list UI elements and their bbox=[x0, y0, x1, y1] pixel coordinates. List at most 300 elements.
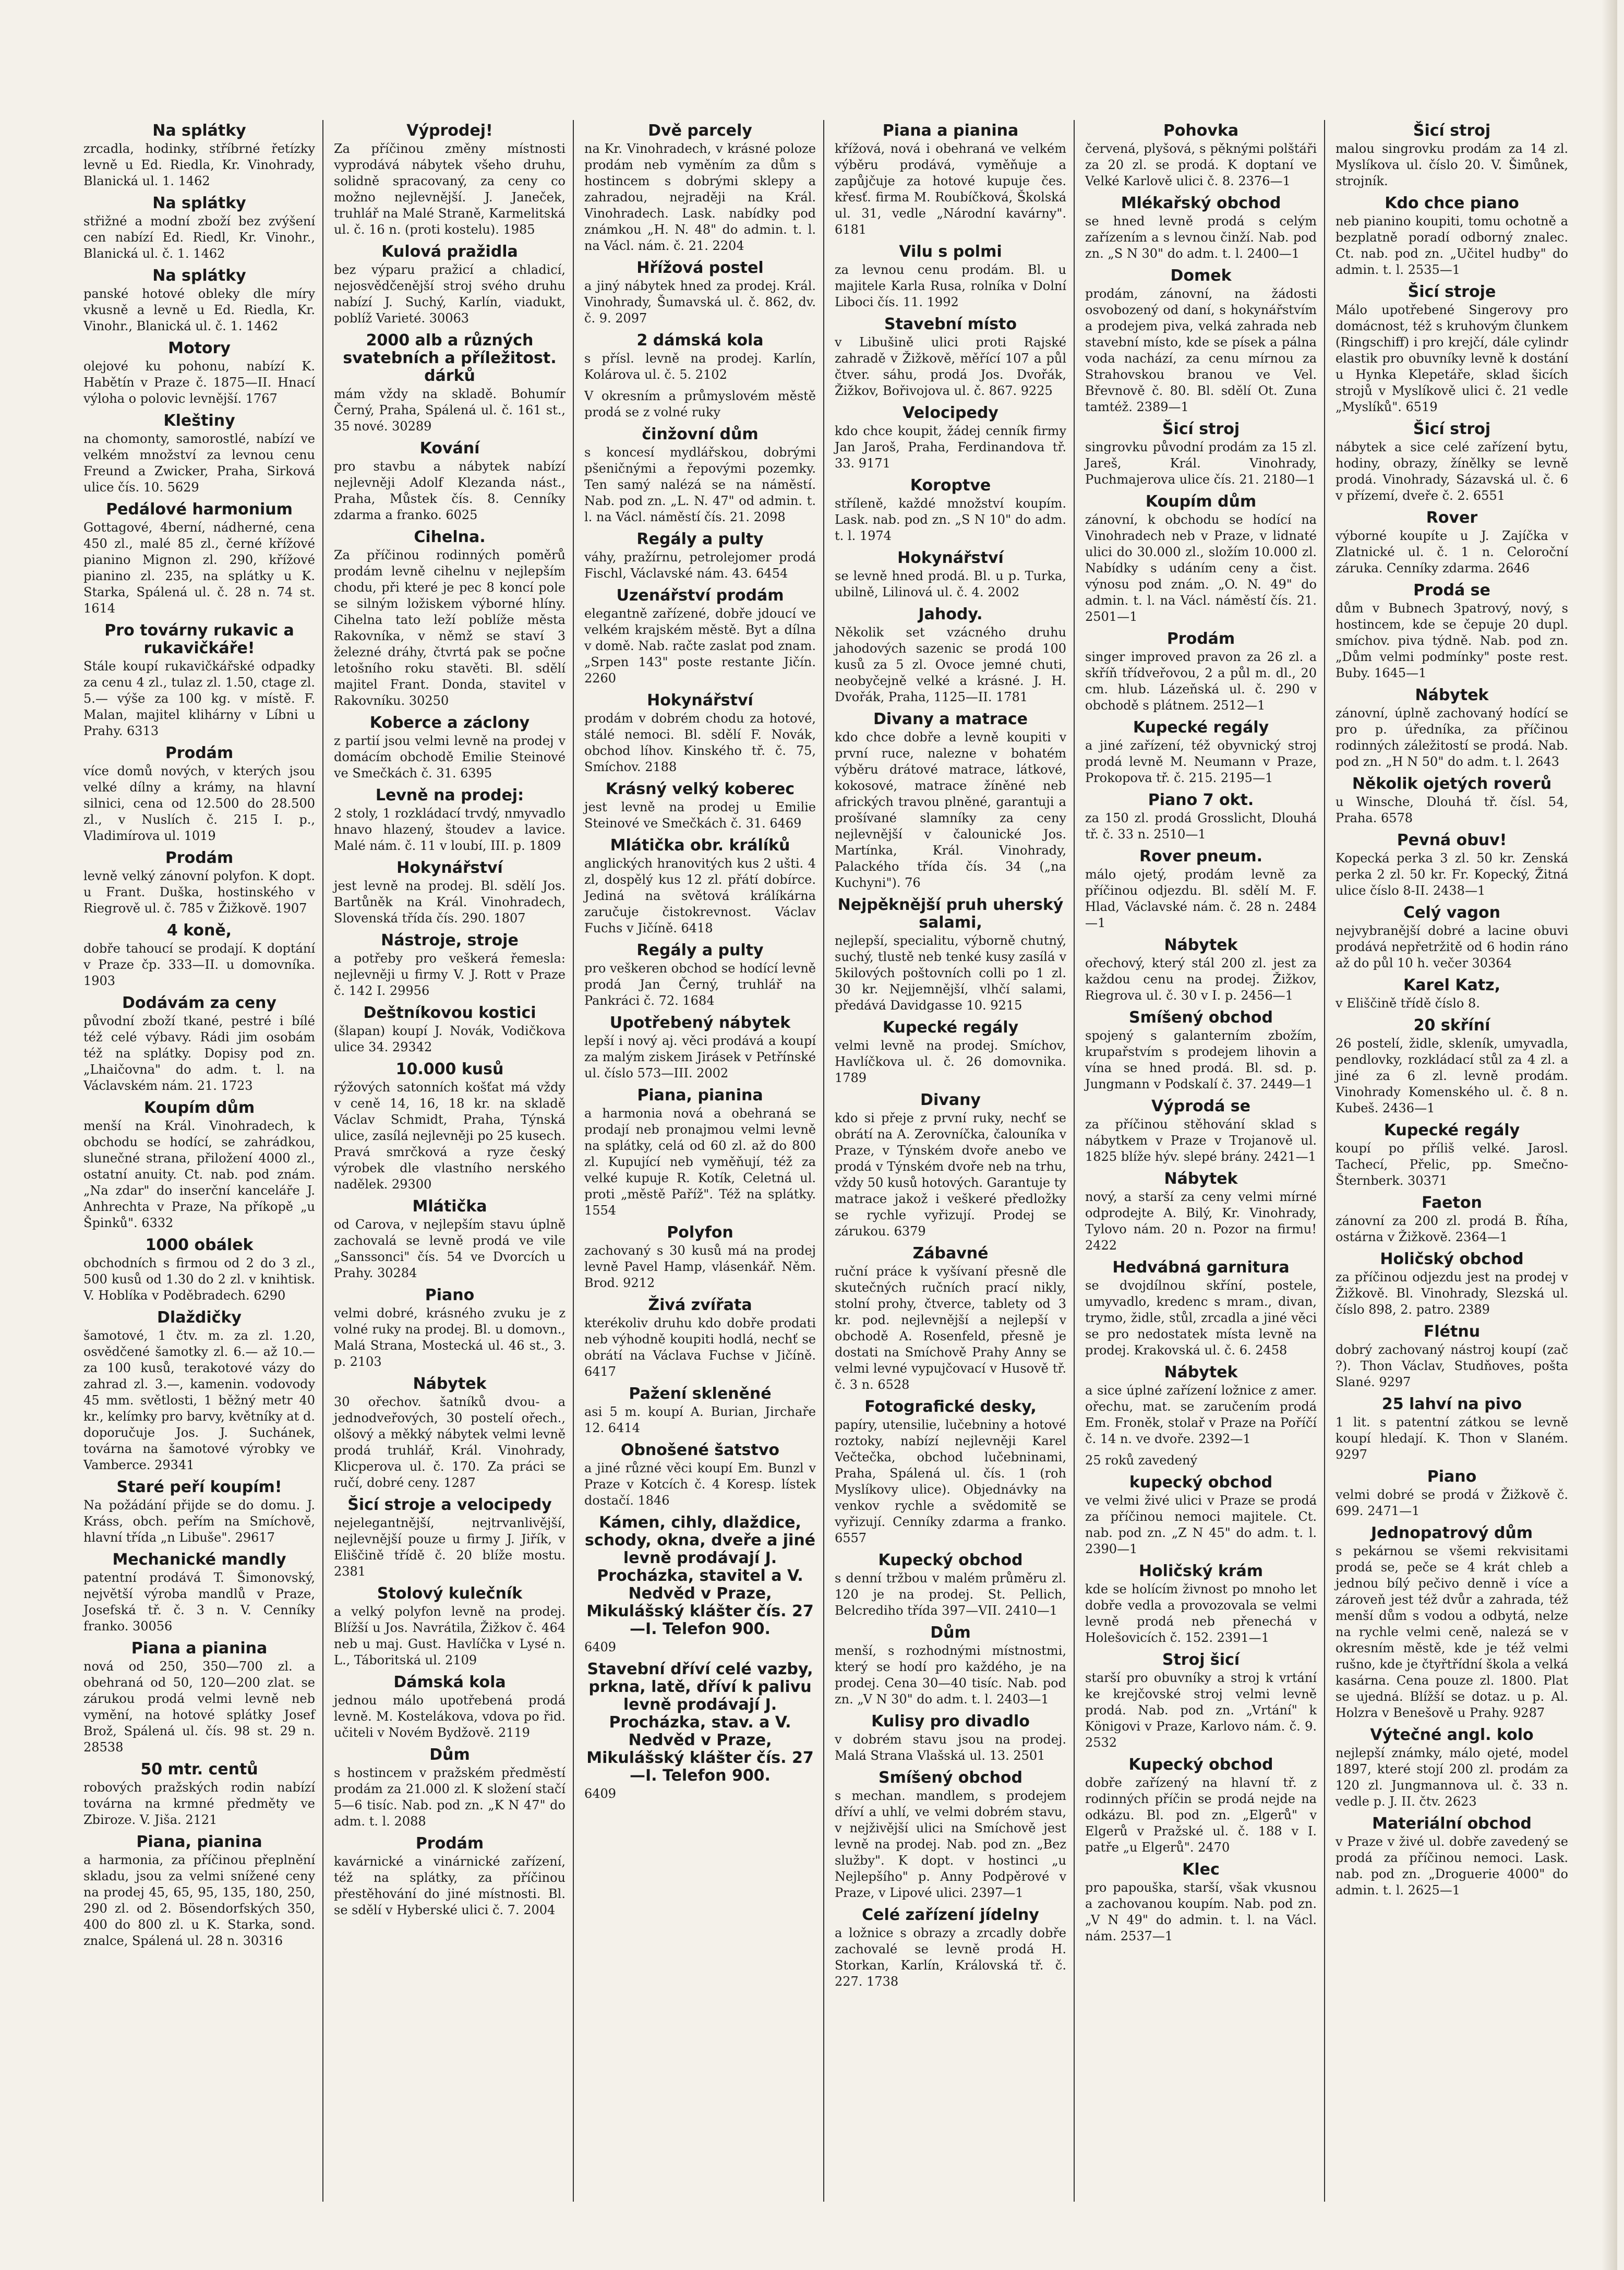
ad-heading: Piano bbox=[425, 1286, 475, 1304]
ad-heading: Nábytek bbox=[1415, 686, 1489, 704]
classified-ad bbox=[584, 1296, 816, 1380]
ad-text: Gottagové, 4berní, nádherné, cena 450 zl., malé 85 zl., černé křížové pianino Mignon zl. 290, křížové pianino zl. 235, na splátky u K. Starka, Spálená ul. č. 28 n. 74 st. 1614 bbox=[83, 520, 315, 616]
classified-ad bbox=[1085, 1452, 1317, 1469]
classified-ad bbox=[334, 1496, 566, 1580]
ad-text: neb pianino koupiti, tomu ochotně a bezplatně poradí odborný znalec. Ct. nab. pod zn. „Učitel hudby" do admin. t. l. 2535—1 bbox=[1336, 214, 1568, 277]
ad-text: asi 5 m. koupí A. Burian, Jirchaře 12. 6414 bbox=[584, 1404, 816, 1435]
ad-heading: Šicí stroj bbox=[1162, 420, 1240, 438]
classified-ad bbox=[835, 1713, 1066, 1764]
classified-ad bbox=[1085, 719, 1317, 786]
ad-heading: Piana a pianina bbox=[131, 1639, 268, 1658]
ad-heading: Výprodá se bbox=[1151, 1097, 1251, 1115]
ad-heading: Mlékařský obchod bbox=[1121, 194, 1281, 212]
classified-ad bbox=[334, 1585, 566, 1668]
ad-text: elegantně zařízené, dobře jdoucí ve velkém krajském městě. Byt a dílna v domě. Nab. račte zaslat pod znam. „Srpen 143" poste restante Jičín. 2260 bbox=[584, 606, 816, 686]
classified-ad bbox=[835, 243, 1066, 310]
ad-heading: Výtečné angl. kolo bbox=[1370, 1726, 1534, 1744]
column-2 bbox=[329, 120, 574, 2202]
ad-text: a ložnice s obrazy a zrcadly dobře zachovalé se levně prodá H. Storkan, Karlín, Královská tř. č. 227. 1738 bbox=[835, 1926, 1066, 1989]
ad-text: zánovní, úplně zachovaný hodící se pro p. úředníka, za příčinou rodinných záležitostí se prodá. Nab. pod zn. „H N 50" do adm. t. l. 2643 bbox=[1336, 706, 1568, 769]
ad-heading: Kupecký obchod bbox=[878, 1551, 1023, 1569]
ad-text: a jiné různé věci koupí Em. Bunzl v Praze v Kotcích č. 4 Koresp. lístek dostačí. 1846 bbox=[584, 1461, 816, 1508]
ad-heading: Stavební dříví celé vazby, prkna, latě, dříví k palivu levně prodávají J. Procházka, stav. a V. Nedvěd v Praze, Mikulášský klášter čís. 27—I. Telefon 900. bbox=[586, 1660, 814, 1785]
ad-text: zrcadla, hodinky, stříbrné řetízky levně u Ed. Riedla, Kr. Vinohrady, Blanická ul. 1. 1462 bbox=[83, 141, 315, 188]
ad-heading: Dům bbox=[429, 1746, 470, 1764]
classified-ad bbox=[334, 332, 566, 435]
ad-text: a jiné zařízení, též obyvnický stroj prodá levně M. Neumann v Praze, Prokopova tř. č. 215. 2195—1 bbox=[1085, 738, 1317, 785]
ad-text: (šlapan) koupí J. Novák, Vodičkova ulice 34. 29342 bbox=[334, 1024, 566, 1054]
ad-text: 1 lit. s patentní zátkou se levně koupí hledají. K. Thon v Slaném. 9297 bbox=[1336, 1415, 1568, 1462]
classified-ad bbox=[835, 1552, 1066, 1619]
classified-ad bbox=[83, 340, 315, 407]
ad-text: v dobrém stavu jsou na prodej. Malá Strana Vlašská ul. 13. 2501 bbox=[835, 1732, 1066, 1763]
ad-heading: Mlátička bbox=[412, 1197, 487, 1216]
classified-ad bbox=[83, 501, 315, 617]
ad-text: zachovaný s 30 kusů má na prodej levně Pavel Hamp, vlásenkář. Něm. Brod. 9212 bbox=[584, 1243, 816, 1290]
classified-ad bbox=[334, 1061, 566, 1193]
classified-ad bbox=[1336, 1323, 1568, 1390]
classified-ad bbox=[835, 122, 1066, 238]
classified-ad bbox=[83, 922, 315, 989]
ad-text: za příčinou stěhování sklad s nábytkem v Praze v Trojanově ul. 1825 blíže hýv. slepé brány. 2421—1 bbox=[1085, 1117, 1317, 1164]
ad-text: a jiný nábytek hned za prodej. Král. Vinohrady, Šumavská ul. č. 862, dv. č. 9. 2097 bbox=[584, 279, 816, 326]
ad-text: málo ojetý, prodám levně za příčinou odjezdu. Bl. sdělí M. F. Hlad, Václavské nám. č. 28 n. 2484—1 bbox=[1085, 867, 1317, 930]
classified-ad bbox=[83, 1236, 315, 1304]
ad-text: v Praze v živé ul. dobře zavedený se prodá za příčinou nemoci. Lask. nab. pod zn. „Droguerie 4000" do admin. t. l. 2625—1 bbox=[1336, 1834, 1568, 1897]
ad-heading: Pohovka bbox=[1163, 122, 1239, 140]
classified-ad bbox=[83, 195, 315, 262]
ad-heading: Na splátky bbox=[152, 122, 246, 140]
classified-ad bbox=[584, 1014, 816, 1082]
classified-ad bbox=[835, 1624, 1066, 1708]
ad-heading: Divany a matrace bbox=[873, 710, 1028, 728]
classified-ad bbox=[1085, 1009, 1317, 1092]
ad-heading: Polyfon bbox=[667, 1223, 733, 1242]
ad-heading: Piana a pianina bbox=[882, 122, 1019, 140]
ad-text: dobrý zachovaný nástroj koupí (zač ?). Thon Václav, Studňoves, pošta Slané. 9297 bbox=[1336, 1342, 1568, 1389]
classified-ad bbox=[1085, 421, 1317, 488]
ad-text: anglických hranovitých kus 2 ušti. 4 zl, dospělý kus 12 zl. přátí dobírce. Jediná na světová králíkárna zaručuje čistokrevnost. Václav Fuchs v Jičíně. 6418 bbox=[584, 856, 816, 935]
ad-text: starší pro obuvníky a stroj k vrtání ke krejčovské stroj velmi levně prodá. Nab. pod zn. „Vrtání" k Königovi v Praze, Karlovo nám. č. 9. 2532 bbox=[1085, 1671, 1317, 1750]
ad-text: singrovku původní prodám za 15 zl. Jareš, Král. Vinohrady, Puchmajerova ulice čís. 21. 2180—1 bbox=[1085, 440, 1317, 487]
ad-heading: Kleštiny bbox=[163, 412, 235, 430]
ad-heading: Holičský obchod bbox=[1380, 1250, 1524, 1268]
ad-text: prodám v dobrém chodu za hotové, stálé nemoci. Bl. sdělí F. Novák, obchod líhov. Kinského tř. č. 75, Smíchov. 2188 bbox=[584, 711, 816, 774]
ad-text: panské hotové obleky dle míry vkusně a levně u Ed. Riedla, Kr. Vinohr., Blanická ul. č. 1. 1462 bbox=[83, 286, 315, 333]
ad-heading: Jahody. bbox=[918, 605, 983, 623]
ad-heading: Prodám bbox=[1166, 630, 1235, 648]
ad-text: kterékoliv druhu kdo dobře prodati neb výhodně koupiti hodlá, nechť se obrátí na Václava Fuchse v Jičíně. 6417 bbox=[584, 1316, 816, 1379]
ad-heading: Pro továrny rukavic a rukavičkáře! bbox=[104, 621, 294, 657]
ad-text: za příčinou odjezdu jest na prodej v Žižkově. Bl. Vinohrady, Slezská ul. číslo 898, 2. patro. 2389 bbox=[1336, 1270, 1568, 1317]
ad-text: 25 roků zavedený bbox=[1085, 1453, 1198, 1468]
classified-ad bbox=[835, 1769, 1066, 1901]
ad-text: nejelegantnější, nejtrvanlivější, nejlevnější pouze u firmy J. Jiřík, v Eliščině třídě č. 20 blíže mostu. 2381 bbox=[334, 1516, 566, 1579]
ad-heading: Karel Katz, bbox=[1403, 976, 1501, 994]
ad-heading: Piana, pianina bbox=[637, 1086, 763, 1104]
classified-ad bbox=[1336, 977, 1568, 1012]
ad-heading: Prodám bbox=[415, 1834, 484, 1853]
ad-text: a velký polyfon levně na prodej. Blížší u Jos. Navrátila, Žižkov č. 464 neb u maj. Gust. Havlíčka v Lysé n. L., Táboritská ul. 2109 bbox=[334, 1604, 566, 1667]
ad-heading: Smíšený obchod bbox=[878, 1769, 1023, 1787]
classified-ad bbox=[1085, 1364, 1317, 1447]
ad-heading: Uzenářství prodám bbox=[616, 586, 784, 605]
classified-ad bbox=[1336, 1017, 1568, 1116]
classified-ad bbox=[584, 332, 816, 383]
ad-text: v Eliščině třídě číslo 8. bbox=[1336, 996, 1480, 1011]
classified-ad bbox=[1085, 1651, 1317, 1751]
classified-ad bbox=[584, 1385, 816, 1436]
ad-text: na Kr. Vinohradech, v krásné poloze prodám neb vyměním za dům s hostincem s dobrými sklepy a zahradou, nejraději na Král. Vinohradech. Lask. nabídky pod známkou „H. N. 48" do admin. t. l. na Václ. nám. č. 21. 2204 bbox=[584, 141, 816, 253]
classified-ad bbox=[1336, 509, 1568, 576]
classified-ad bbox=[334, 1674, 566, 1741]
ad-text: pro veškeren obchod se hodící levně prodá Jan Černý, truhlář na Pankráci č. 72. 1684 bbox=[584, 961, 816, 1008]
classified-ad bbox=[83, 267, 315, 334]
classified-ad bbox=[1336, 1524, 1568, 1721]
ad-heading: Dámská kola bbox=[393, 1673, 506, 1691]
ad-text: ruční práce k vyšívaní přesně dle skutečných ručních prací nikly, stolní prohy, čtverce, tablety od 3 kr. pod. nejlevnější a nejlepší v obchodě A. Rosenfeld, přesně je dostati na Smíchově Prahy Anny se velmi levné vypujčovací v Husově tř. č. 3 n. 6528 bbox=[835, 1264, 1066, 1392]
ad-heading: činžovní dům bbox=[642, 425, 759, 443]
ad-heading: Hokynářství bbox=[647, 691, 753, 710]
column-3 bbox=[579, 120, 824, 2202]
ad-heading: Regály a pulty bbox=[636, 941, 764, 959]
ad-heading: Hokynářství bbox=[396, 859, 503, 877]
classified-ad bbox=[584, 837, 816, 936]
classified-ad bbox=[334, 1746, 566, 1830]
ad-heading: Motory bbox=[168, 339, 231, 357]
classified-ad bbox=[835, 711, 1066, 891]
classified-ad bbox=[1336, 904, 1568, 971]
ad-heading: Koberce a záclony bbox=[369, 714, 530, 732]
ad-text: s denní tržbou v malém průměru zl. 120 je na prodej. St. Pellich, Belcrediho třída 397—VII. 2410—1 bbox=[835, 1571, 1066, 1618]
classified-ad bbox=[334, 1004, 566, 1055]
ad-text: křížová, nová i obehraná ve velkém výběru prodává, vyměňuje a zapůjčuje za hotové kupuje čes. křesť. firma M. Roubíčková, Školská ul. 31, vedle „Národní kavárny". 6181 bbox=[835, 141, 1066, 237]
ad-text: patentní prodává T. Šimonovský, největší výroba mandlů v Praze, Josefská tř. č. 3 n. V. Cenníky franko. 30056 bbox=[83, 1570, 315, 1634]
ad-text: kdo chce koupit, žádej cenník firmy Jan Jaroš, Praha, Ferdinandova tř. 33. 9171 bbox=[835, 424, 1066, 471]
classified-ad bbox=[835, 1906, 1066, 1990]
classified-ad bbox=[1085, 1098, 1317, 1165]
ad-heading: Mechanické mandly bbox=[112, 1551, 286, 1569]
ad-text: 6409 bbox=[584, 1786, 617, 1801]
ad-heading: Rover bbox=[1426, 509, 1478, 527]
ad-text: kde se holícím živnost po mnoho let dobře vedla a provozovala se velmi levně prodá neb přenechá v Holešovicích č. 152. 2391—1 bbox=[1085, 1582, 1317, 1645]
classified-ad bbox=[1336, 122, 1568, 189]
classified-ad bbox=[83, 1833, 315, 1949]
classified-ad bbox=[584, 388, 816, 421]
classified-ad bbox=[584, 780, 816, 832]
ad-text: nová od 250, 350—700 zl. a obehraná od 50, 120—200 zlat. se zárukou prodá velmi levně neb vymění, na hotové splátky Josef Brož, Spálená ul. čís. 98 st. 29 n. 28538 bbox=[83, 1659, 315, 1755]
classified-ad bbox=[1085, 122, 1317, 189]
classified-ad bbox=[83, 622, 315, 739]
ad-heading: Mlátička obr. králíků bbox=[610, 836, 790, 855]
ad-heading: Šicí stroje a velocipedy bbox=[347, 1496, 552, 1514]
ad-text: s mechan. mandlem, s prodejem dříví a uhlí, ve velmi dobrém stavu, v nejživější ulici na Smíchově jest levně na prodej. Nab. pod zn. „Bez služby". K dopt. v hostinci „u Nejlepšího" p. Anny Podpěrové v Praze, v Lipové ulici. 2397—1 bbox=[835, 1788, 1066, 1900]
classified-ad bbox=[1336, 582, 1568, 681]
classified-ad bbox=[584, 942, 816, 1009]
ad-text: nábytek a sice celé zařízení bytu, hodiny, obrazy, žínělky se levně prodá. Vinohrady, Sázavská ul. č. 6 v přízemí, dveře č. 2. 6551 bbox=[1336, 440, 1568, 503]
ad-heading: Flétnu bbox=[1423, 1323, 1481, 1341]
classified-ad bbox=[584, 426, 816, 525]
ad-heading: Kupecký obchod bbox=[1128, 1756, 1273, 1774]
ad-text: 2 stoly, 1 rozkládací trvdý, nmyvadlo hnavo hlazený, štoudev a lavice. Malé nám. č. 11 v loubí, III. p. 1809 bbox=[334, 806, 566, 853]
classified-ad bbox=[1085, 791, 1317, 843]
ad-text: singer improved pravon za 26 zl. a skříň třídveřovou, 2 a půl m. dl., 20 cm. hlub. Lázeňská ul. č. 290 v obchodě s plátnem. 2512—1 bbox=[1085, 650, 1317, 713]
ad-text: kdo chce dobře a levně koupiti v první ruce, nalezne v bohatém výběru drátové matrace, látkové, kokosové, matrace žíněné neb afrických travou plněné, garantuji a prošívané slamníky za ceny nejlevnější v čalounické Jos. Martínka, Král. Vinohrady, Palackého třída čís. 34 („na Kuchyni"). 76 bbox=[835, 730, 1066, 890]
ad-text: velmi dobré, krásného zvuku je z volné ruky na prodej. Bl. u domovn., Malá Strana, Mostecká ul. 46 st., 3. p. 2103 bbox=[334, 1306, 566, 1369]
ad-heading: Vilu s polmi bbox=[899, 243, 1002, 261]
classified-ad bbox=[83, 1551, 315, 1635]
ad-text: olejové ku pohonu, nabízí K. Habětín v Praze č. 1875—II. Hnací výloha o polovic levnější. 1767 bbox=[83, 359, 315, 406]
ad-heading: Celý vagon bbox=[1403, 904, 1500, 922]
classified-ad bbox=[334, 243, 566, 327]
ad-heading: 2000 alb a různých svatebních a příležitost. dárků bbox=[343, 331, 557, 385]
column-5 bbox=[1080, 120, 1325, 2202]
ad-text: výborné koupíte u J. Zajíčka v Zlatnické ul. č. 1 n. Celoroční záruka. Cenníky zdarma. 2646 bbox=[1336, 529, 1568, 575]
ad-heading: Upotřebený nábytek bbox=[609, 1014, 791, 1032]
ad-heading: Prodám bbox=[165, 744, 234, 762]
ad-heading: Prodá se bbox=[1413, 581, 1490, 599]
ad-heading: Živá zvířata bbox=[648, 1296, 752, 1314]
classified-ad bbox=[334, 787, 566, 854]
classified-ad bbox=[1085, 630, 1317, 714]
ad-heading: Smíšený obchod bbox=[1128, 1008, 1273, 1027]
classified-ad bbox=[1336, 1194, 1568, 1245]
classified-ad bbox=[1085, 195, 1317, 262]
ad-heading: Na splátky bbox=[152, 194, 246, 212]
ad-text: nejvybranější dobré a lacine obuvi prodává nepřetržitě od 6 hodin ráno až do půl 10 h. večer 30364 bbox=[1336, 923, 1568, 970]
ad-heading: Nábytek bbox=[1164, 936, 1238, 954]
ad-text: s koncesí mydlářskou, dobrými pšeničnými a řepovými pozemky. Ten samý nalézá se na náměstí. Nab. pod zn. „L. N. 47" od admin. t. l. na Václ. náměstí čís. 21. 2098 bbox=[584, 445, 816, 524]
classified-ad bbox=[334, 1835, 566, 1918]
ad-text: se hned levně prodá s celým zařízením a s levnou činží. Nab. pod zn. „S N 30" do adm. t. l. 2400—1 bbox=[1085, 214, 1317, 261]
classified-ad bbox=[1085, 1259, 1317, 1359]
ad-text: více domů nových, v kterých jsou velké dílny a krámy, na hlavní silnici, cena od 12.500 do 28.500 zl., v Nuslích č. 215 I. p., Vladimírova ul. 1019 bbox=[83, 764, 315, 843]
ad-heading: 20 skříní bbox=[1413, 1016, 1490, 1035]
ad-text: za levnou cenu prodám. Bl. u majitele Karla Rusa, rolníka v Dolní Liboci čís. 11. 1992 bbox=[835, 262, 1066, 309]
ad-text: jest levně na prodej u Emilie Steinové ve Smečkách č. 31. 6469 bbox=[584, 800, 816, 831]
classified-ad bbox=[83, 1309, 315, 1473]
ad-heading: Piano 7 okt. bbox=[1148, 791, 1254, 809]
classified-ad bbox=[83, 412, 315, 496]
classified-ad bbox=[83, 122, 315, 189]
ad-heading: Jednopatrový dům bbox=[1370, 1524, 1533, 1542]
ad-text: rýžových satonních košťat má vždy v ceně 14, 16, 18 kr. na skladě Václav Schmidt, Praha, Týnská ulice, zasílá nejlevněji po 25 kusech. Pravá smrčková a ryze český výrobek dle vlastního nerského nadělek. 29300 bbox=[334, 1080, 566, 1192]
classified-ad bbox=[1336, 1726, 1568, 1810]
page-edge-shadow bbox=[1602, 0, 1617, 2270]
ad-text: a harmonia nová a obehraná se prodají neb pronajmou velmi levně na splátky, celá od 60 zl. až do 800 zl. Kupující neb vyměňují, též za velké kupuje R. Kotík, Celetná ul. proti „městě Paříž". Též na splátky. 1554 bbox=[584, 1106, 816, 1218]
ad-heading: Koupím dům bbox=[1145, 493, 1257, 511]
ad-heading: Celé zařízení jídelny bbox=[862, 1906, 1039, 1924]
classified-ad bbox=[584, 531, 816, 582]
ad-heading: 4 koně, bbox=[166, 921, 232, 940]
classified-ad bbox=[584, 1661, 816, 1802]
ad-heading: Prodám bbox=[165, 849, 234, 867]
ad-heading: Zábavné bbox=[912, 1244, 989, 1263]
classified-ad bbox=[1085, 267, 1317, 415]
ad-heading: Deštníkovou kostici bbox=[363, 1004, 536, 1022]
ad-heading: Pažení skleněné bbox=[629, 1385, 772, 1403]
classified-ad bbox=[1336, 1122, 1568, 1189]
ad-heading: Klec bbox=[1182, 1860, 1220, 1879]
ad-text: kavárnické a vinárnické zařízení, též na splátky, za příčinou přestěhování do jiné místnosti. Bl. se sdělí v Hyberské ulici č. 7. 2004 bbox=[334, 1854, 566, 1917]
ad-heading: Šicí stroj bbox=[1413, 420, 1491, 438]
classified-ad bbox=[835, 1091, 1066, 1240]
ad-text: šamotové, 1 čtv. m. za zl. 1.20, osvědčené šamotky zl. 6.— až 10.— za 100 kusů, terakotové vázy do zahrad zl. 3.—, kamenin. vodovody 45 mm. světlosti, 1 běžný metr 40 kr., kelímky pro barvy, květníky at d. doporučuje Jos. J. Suchánek, továrna na šamotové výrobky ve Vamberce. 29341 bbox=[83, 1328, 315, 1472]
classified-ad bbox=[835, 1398, 1066, 1546]
ad-text: Za příčinou změny místnosti vyprodává nábytek všeho druhu, solidně spracovaný, za ceny co možno nejlevnější. J. Janeček, truhlář na Malé Straně, Karmelitská ul. č. 16 n. (proti kostelu). 1985 bbox=[334, 141, 566, 237]
ad-heading: Holičský krám bbox=[1138, 1562, 1264, 1580]
ad-text: na chomonty, samorostlé, nabízí ve velkém množství za levnou cenu Freund a Zwicker, Praha, Sirková ulice čís. 10. 5629 bbox=[83, 431, 315, 495]
ad-text: 30 ořechov. šatníků dvou- a jednodveřových, 30 postelí ořech., olšový a měkký nábytek velmi levně prodá truhlář, Král. Vinohrady, Klicperova ul. č. 170. Za práci se ručí, dobré ceny. 1287 bbox=[334, 1395, 566, 1490]
ad-text: s pekárnou se všemi rekvisitami prodá se, peče se 4 krát chleb a jednou bílý pečivo denně i více a zároveň jest též dvůr a zahrada, též menší dům s vodou a odbytá, nelze na rychle velmi ceně, nalezá se v okresním městě, kde je též velmi rušno, kde je čtyřtřídní škola a velká kasárna. Cena pouze zl. 1800. Plat se ujedná. Blížší se dotaz. u p. Al. Holzra v Benešově u Prahy. 9287 bbox=[1336, 1544, 1568, 1720]
ad-text: levně velký zánovní polyfon. K dopt. u Frant. Duška, hostinského v Riegrově ul. č. 785 v Žižkově. 1907 bbox=[83, 869, 315, 916]
classified-ad bbox=[334, 1198, 566, 1281]
ad-heading: Divany bbox=[920, 1091, 981, 1109]
ad-text: koupí po příliš velké. Jarosl. Tachecí, Přelic, pp. Smečno-Šternberk. 30371 bbox=[1336, 1141, 1568, 1188]
classified-ad bbox=[1336, 687, 1568, 770]
classified-ad bbox=[584, 692, 816, 775]
ad-text: a harmonia, za příčinou přeplnění skladu, jsou za velmi snížené ceny na prodej 45, 65, 95, 135, 180, 250, 290 zl. od 2. Bösendorfských 350, 400 do 800 zl. u K. Starka, sond. znalce, Spálená ul. 28 n. 30316 bbox=[83, 1853, 315, 1948]
classified-ad bbox=[1336, 1815, 1568, 1899]
ad-text: Na požádání přijde se do domu. J. Kráss, obch. peřím na Smíchově, hlavní třída „n Libuše". 29617 bbox=[83, 1498, 315, 1545]
ad-heading: Regály a pulty bbox=[636, 530, 764, 548]
ad-heading: Faeton bbox=[1422, 1194, 1482, 1212]
newspaper-classifieds-page bbox=[78, 120, 1575, 2202]
ad-heading: Kulová pražidla bbox=[381, 243, 518, 261]
ad-text: z partií jsou velmi levně na prodej v domácím obchodě Emilie Steinové ve Smečkách č. 31. 6395 bbox=[334, 734, 566, 780]
ad-heading: Kupecké regály bbox=[1384, 1121, 1520, 1139]
ad-heading: Materiální obchod bbox=[1372, 1815, 1532, 1833]
classified-ad bbox=[1085, 493, 1317, 625]
ad-text: Stále koupí rukavičkářské odpadky za cenu 4 zl., tulaz zl. 1.50, ctage zl. 5.— výše za 100 kg. v místě. F. Malan, majitel klihárny v Líbni u Prahy. 6313 bbox=[83, 659, 315, 738]
ad-text: se dvojdílnou skříní, postele, umyvadlo, kredenc s mram., divan, trymo, židle, stůl, zrcadla a jiné věci se pro nedostatek místa levně na prodej. Krakovská ul. č. 6. 2458 bbox=[1085, 1278, 1317, 1358]
ad-heading: Velocipedy bbox=[903, 404, 999, 422]
ad-text: malou singrovku prodám za 14 zl. Myslíkova ul. číslo 20. V. Šimůnek, strojník. bbox=[1336, 141, 1568, 188]
classified-ad bbox=[835, 1245, 1066, 1393]
classified-ad bbox=[334, 859, 566, 927]
ad-text: červená, plyšová, s pěknými polštáři za 20 zl. se prodá. K doptaní ve Velké Karlově ulici č. 8. 2376—1 bbox=[1085, 141, 1317, 188]
classified-ad bbox=[334, 1375, 566, 1491]
classified-ad bbox=[1336, 1251, 1568, 1318]
column-4 bbox=[829, 120, 1075, 2202]
ad-text: nejlepší známky, málo ojeté, model 1897, které stojí 200 zl. prodám za 120 zl. Jungmannova ul. č. 33 n. vedle p. J. II. čtv. 2623 bbox=[1336, 1746, 1568, 1809]
ad-text: 26 postelí, židle, skleník, umyvadla, pendlovky, rozkládací stůl za 4 zl. a jiné za 6 zl. levně prodám. Vinohrady Komenského ul. č. 8 n. Kubeš. 2436—1 bbox=[1336, 1036, 1568, 1115]
ad-text: papíry, utensilie, lučebniny a hotové roztoky, nabízí nejlevněji Karel Večtečka, obchod lučebninami, Praha, Spálená ul. čís. 1 (roh Myslíkovy ulice). Objednávky na venkov rychle a svědomitě se vyřizují. Cenníky zdarma a franko. 6557 bbox=[835, 1418, 1066, 1545]
ad-heading: Kámen, cihly, dlaždice, schody, okna, dveře a jiné levně prodávají J. Procházka, stavitel a V. Nedvěd v Praze, Mikulášský klášter čís. 27—I. Telefon 900. bbox=[584, 1514, 816, 1638]
ad-heading: Stolový kulečník bbox=[377, 1584, 523, 1603]
ad-text: za 150 zl. prodá Grosslicht, Dlouhá tř. č. 33 n. 2510—1 bbox=[1085, 811, 1317, 842]
ad-text: pro stavbu a nábytek nabízí nejlevněji Adolf Klezanda nást., Praha, Můstek čís. 8. Cenníky zdarma a franko. 6025 bbox=[334, 459, 566, 522]
ad-text: zánovní, k obchodu se hodící na Vinohradech neb v Praze, v lidnaté ulici do 30.000 zl., složím 10.000 zl. Nabídky s udáním ceny a čist. výnosu pod znám. „O. N. 49" do admin. t. l. na Václ. náměstí čís. 21. 2501—1 bbox=[1085, 512, 1317, 624]
ad-text: mám vždy na skladě. Bohumír Černý, Praha, Spálená ul. č. 161 st., 35 nové. 30289 bbox=[334, 387, 566, 434]
ad-heading: Rover pneum. bbox=[1139, 847, 1263, 866]
ad-text: a sice úplné zařízení ložnice z amer. ořechu, mat. se zaručením prodá Em. Froněk, stolař v Praze na Poříčí č. 14 n. ve dvoře. 2392—1 bbox=[1085, 1383, 1317, 1446]
ad-heading: Koroptve bbox=[910, 476, 991, 495]
ad-text: se levně hned prodá. Bl. u p. Turka, ubilně, Lilinová ul. č. 4. 2002 bbox=[835, 569, 1066, 599]
ad-text: jednou málo upotřebená prodá levně. M. Kostelákova, vdova po řid. učiteli v Novém Bydžově. 2119 bbox=[334, 1693, 566, 1740]
ad-text: zánovní za 200 zl. prodá B. Říha, ostárna v Žižkově. 2364—1 bbox=[1336, 1214, 1568, 1244]
ad-text: Kopecká perka 3 zl. 50 kr. Zenská perka 2 zl. 50 kr. Fr. Kopecký, Žitná ulice číslo 8-II. 2438—1 bbox=[1336, 851, 1568, 898]
classified-ad bbox=[83, 1099, 315, 1231]
ad-text: Za příčinou rodinných poměrů prodám levně cihelnu v nejlepším chodu, při které je pec 8 koncí pole se silným ložiskem výborné hlíny. Cihelna tato leží poblíže města Rakovníka, v němž se staví 3 železné dráhy, čtvrtá pak se počne letošního roku stavěti. Bl. sdělí majitel Frant. Donda, stavitel v Rakovníku. 30250 bbox=[334, 548, 566, 708]
classified-ad bbox=[334, 932, 566, 999]
ad-heading: Několik ojetých roverů bbox=[1352, 775, 1552, 793]
ad-heading: Výprodej! bbox=[406, 122, 493, 140]
ad-text: s přísl. levně na prodej. Karlín, Kolárova ul. č. 5. 2102 bbox=[584, 351, 816, 382]
ad-text: V okresním a průmyslovém městě prodá se z volné ruky bbox=[584, 389, 816, 419]
classified-ad bbox=[584, 1514, 816, 1655]
ad-text: Několik set vzácného druhu jahodových sazenic se prodá 100 kusů za 5 zl. Ovoce jemné chuti, neobyčejně velké a krásné. J. H. Dvořák, Praha, 1125—II. 1781 bbox=[835, 625, 1066, 704]
classified-ad bbox=[835, 549, 1066, 600]
ad-heading: 50 mtr. centů bbox=[140, 1760, 258, 1779]
classified-ad bbox=[1085, 1563, 1317, 1646]
ad-text: nový, a starší za ceny velmi mírné odprodejte A. Bilý, Kr. Vinohrady, Tylovo nám. 20 n. Pozor na firmu! 2422 bbox=[1085, 1190, 1317, 1253]
ad-text: ve velmi živé ulici v Praze se prodá za příčinou nemoci majitele. Ct. nab. pod zn. „Z N 45" do adm. t. l. 2390—1 bbox=[1085, 1493, 1317, 1556]
classified-ad bbox=[334, 529, 566, 709]
ad-text: pro papouška, starší, však vkusnou a zachovanou koupím. Nab. pod zn. „V N 49" do admin. t. l. na Václ. nám. 2537—1 bbox=[1085, 1880, 1317, 1943]
ad-text: dům v Bubnech 3patrový, nový, s hostincem, kde se čepuje 20 dupl. smíchov. piva týdně. Nab. pod zn. „Dům velmi podmínky" poste rest. Buby. 1645—1 bbox=[1336, 601, 1568, 680]
ad-heading: Nábytek bbox=[413, 1375, 487, 1393]
classified-ad bbox=[1085, 848, 1317, 931]
classified-ad bbox=[835, 1019, 1066, 1086]
ad-text: ořechový, který stál 200 zl. jest za každou cenu na prodej. Žižkov, Riegrova ul. č. 30 v I. p. 2456—1 bbox=[1085, 956, 1317, 1003]
ad-text: s hostincem v pražském předměstí prodám za 21.000 zl. K složení stačí 5—6 tisíc. Nab. pod zn. „K N 47" do adm. t. l. 2088 bbox=[334, 1765, 566, 1829]
ad-text: u Winsche, Dlouhá tř. čísl. 54, Praha. 6578 bbox=[1336, 795, 1568, 825]
classified-ad bbox=[334, 1287, 566, 1370]
classified-ad bbox=[584, 1087, 816, 1219]
ad-text: velmi dobré se prodá v Žižkově č. 699. 2471—1 bbox=[1336, 1487, 1568, 1518]
classified-ad bbox=[584, 259, 816, 327]
classified-ad bbox=[1336, 195, 1568, 278]
ad-heading: 10.000 kusů bbox=[395, 1060, 504, 1078]
ad-text: od Carova, v nejlepším stavu úplně zachovalá se levně prodá ve vile „Sanssonci" čís. 54 ve Dvorcích u Prahy. 30284 bbox=[334, 1217, 566, 1280]
ad-heading: Šicí stroje bbox=[1408, 283, 1496, 301]
classified-ad bbox=[83, 1761, 315, 1828]
classified-ad bbox=[334, 122, 566, 238]
ad-heading: Kupecké regály bbox=[1133, 718, 1269, 737]
classified-ad bbox=[1085, 1170, 1317, 1254]
ad-text: střižné a modní zboží bez zvýšení cen nabízí Ed. Riedl, Kr. Vinohr., Blanická ul. č. 1. 1462 bbox=[83, 214, 315, 261]
ad-text: robových pražských rodin nabízí továrna na krmné předměty ve Zbiroze. V. Jiša. 2121 bbox=[83, 1780, 315, 1827]
ad-text: a potřeby pro veškerá řemesla: nejlevněji u firmy V. J. Rott v Praze č. 142 I. 29956 bbox=[334, 951, 566, 998]
classified-ad bbox=[584, 587, 816, 687]
classified-ad bbox=[584, 1224, 816, 1291]
classified-ad bbox=[334, 440, 566, 523]
ad-heading: Domek bbox=[1170, 267, 1232, 285]
ad-heading: Hokynářství bbox=[897, 549, 1004, 567]
ad-text: nejlepší, specialitu, výborně chutný, suchý, tlustě neb tenké kusy zasílá v 5kilových poštovních colli po 1 zl. 30 kr. Nejjemnější, vlhčí salami, předává Davidgasse 10. 9215 bbox=[835, 933, 1066, 1013]
ad-heading: Piano bbox=[1427, 1468, 1477, 1486]
ad-heading: Koupím dům bbox=[143, 1099, 255, 1117]
ad-heading: Dům bbox=[930, 1624, 971, 1642]
classified-ad bbox=[835, 896, 1066, 1014]
ad-text: 6409 bbox=[584, 1640, 617, 1654]
ad-heading: Hedvábná garnitura bbox=[1112, 1258, 1290, 1277]
ad-heading: Dodávám za ceny bbox=[122, 994, 276, 1012]
ad-heading: Dlaždičky bbox=[157, 1308, 242, 1327]
ad-text: prodám, zánovní, na žádosti osvobozený od daní, s hokynářstvím a prodejem piva, velká zahrada neb stavební místo, kde se písek a pálna voda nachází, za cenu mírnou za Strahovskou branou ve Vel. Břevnově č. 80. Bl. sdělí Ot. Zuna tamtéž. 2389—1 bbox=[1085, 286, 1317, 414]
ad-heading: Stavební místo bbox=[884, 315, 1017, 333]
ad-heading: Stroj šicí bbox=[1162, 1651, 1240, 1669]
ad-heading: Nábytek bbox=[1164, 1363, 1238, 1382]
ad-text: dobře zařízený na hlavní tř. z rodinných příčin se prodá nejde na odkázu. Bl. pod zn. „Elgerů" v Elgerů v Pražské ul. č. 188 v I. patře „u Elgerů". 2470 bbox=[1085, 1775, 1317, 1855]
ad-text: kdo si přeje z první ruky, nechť se obrátí na A. Zerovníčka, čalouníka v Praze, v Týnském dvoře anebo ve prodá v Týnském dvoře neb na trhu, vždy 50 kusů hotových. Garantuje ty matrace jakož i veškeré předložky se rychle vyřizují. Prodej se zárukou. 6379 bbox=[835, 1111, 1066, 1239]
ad-heading: 2 dámská kola bbox=[636, 331, 764, 350]
ad-heading: Krásný velký koberec bbox=[605, 780, 795, 798]
ad-text: menší na Král. Vinohradech, k obchodu se hodící, se zahrádkou, slunečné strana, přiložení 4000 zl., ostatní anuity. Ct. nab. pod znám. „Na zdar" do inserční kanceláře J. Anhrechta v Praze, Na příkopě „u Špinků". 6332 bbox=[83, 1119, 315, 1230]
ad-text: obchodních s firmou od 2 do 3 zl., 500 kusů od 1.30 do 2 zl. v knihtisk. V. Hoblíka v Poděbradech. 6290 bbox=[83, 1256, 315, 1303]
ad-heading: Nástroje, stroje bbox=[381, 931, 519, 950]
